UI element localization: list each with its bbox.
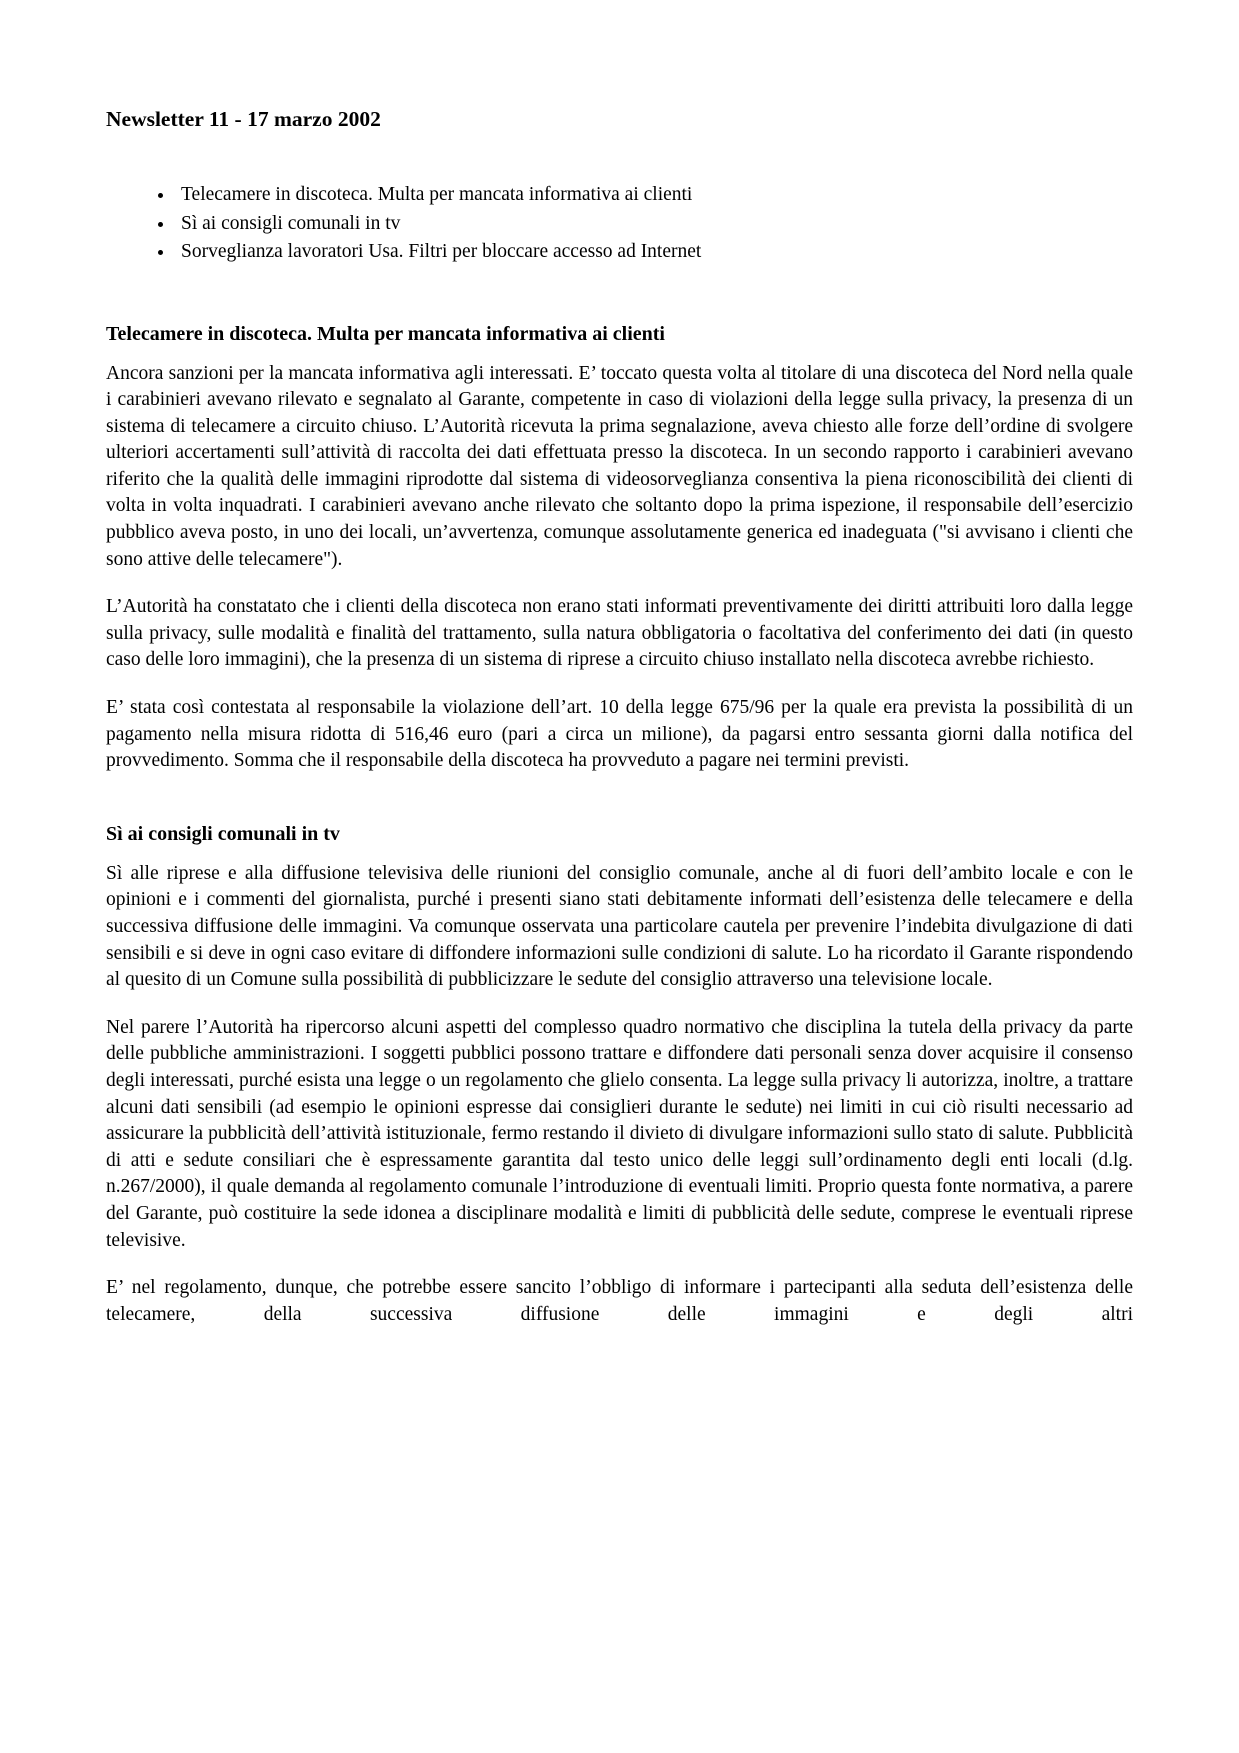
section-consigli [106,821,1133,1329]
section-telecamere [106,321,1133,775]
paragraph: Ancora sanzioni per la mancata informativa agli interessati. E’ toccato questa volta al titolare di una discoteca del Nord nella quale i carabinieri avevano rilevato e segnalato al Garante, competente in caso di violazioni della legge sulla privacy, la presenza di un sistema di telecamere a circuito chiuso. L’Autorità ricevuta la prima segnalazione, aveva chiesto alle forze dell’ordine di svolgere ulteriori accertamenti sull’attività di raccolta dei dati effettuata presso la discoteca. In un secondo rapporto i carabinieri avevano riferito che la qualità delle immagini riprodotte dal sistema di videosorveglianza consentiva la piena riconoscibilità dei clienti di volta in volta inquadrati. I carabinieri avevano anche rilevato che soltanto dopo la prima ispezione, il responsabile dell’esercizio pubblico aveva posto, in uno dei locali, un’avvertenza, comunque assolutamente generica ed inadeguata ("si avvisano i clienti che sono attive delle telecamere"). [106,362,1133,570]
section-heading-consigli: Sì ai consigli comunali in tv [106,822,340,845]
toc-item-consigli: • Sì ai consigli comunali in tv [175,210,1133,239]
paragraph: L’Autorità ha constatato che i clienti della discoteca non erano stati informati preventivamente dei diritti attribuiti loro dalla legge sulla privacy, sulle modalità e finalità del trattamento, sulla natura obbligatoria o facoltativa del conferimento dei dati (in questo caso delle loro immagini), che la presenza di un sistema di riprese a circuito chiuso installato nella discoteca avrebbe richiesto. [106,596,1133,671]
newsletter-title: Newsletter 11 - 17 marzo 2002 [106,107,381,131]
toc-item-sorveglianza: • Sorveglianza lavoratori Usa. Filtri per bloccare accesso ad Internet [175,238,1133,267]
toc-list [106,181,1133,267]
toc-item-telecamere: • Telecamere in discoteca. Multa per mancata informativa ai clienti [175,181,1133,210]
paragraph: Nel parere l’Autorità ha ripercorso alcuni aspetti del complesso quadro normativo che disciplina la tutela della privacy da parte delle pubbliche amministrazioni. I soggetti pubblici possono trattare e diffondere dati personali senza dover acquisire il consenso degli interessati, purché esista una legge o un regolamento che glielo consenta. La legge sulla privacy li autorizza, inoltre, a trattare alcuni dati sensibili (ad esempio le opinioni espresse dai consiglieri durante le sedute) nei limiti in cui ciò risulti necessario ad assicurare la pubblicità dell’attività istituzionale, fermo restando il divieto di divulgare informazioni sullo stato di salute. Pubblicità di atti e sedute consiliari che è espressamente garantita dal testo unico delle leggi sull’ordinamento degli enti locali (d.lg. n.267/2000), il quale demanda al regolamento comunale l’introduzione di eventuali limiti. Proprio questa fonte normativa, a parere del Garante, può costituire la sede idonea a disciplinare modalità e limiti di pubblicità delle sedute, comprese le eventuali riprese televisive. [106,1016,1133,1251]
paragraph: E’ stata così contestata al responsabile la violazione dell’art. 10 della legge 675/96 per la quale era prevista la possibilità di un pagamento nella misura ridotta di 516,46 euro (pari a circa un milione), da pagarsi entro sessanta giorni dalla notifica del provvedimento. Somma che il responsabile della discoteca ha provveduto a pagare nei termini previsti. [106,697,1133,772]
paragraph: E’ nel regolamento, dunque, che potrebbe essere sancito l’obbligo di informare i partecipanti alla seduta dell’esistenza delle telecamere, della successiva diffusione delle immagini e degli altri [106,1277,1133,1325]
paragraph: Sì alle riprese e alla diffusione televisiva delle riunioni del consiglio comunale, anche al di fuori dell’ambito locale e con le opinioni e i commenti del giornalista, purché i presenti siano stati debitamente informati dell’esistenza delle telecamere e della successiva diffusione delle immagini. Va comunque osservata una particolare cautela per prevenire l’indebita divulgazione di dati sensibili e si deve in ogni caso evitare di diffondere informazioni sulle condizioni di salute. Lo ha ricordato il Garante rispondendo al quesito di un Comune sulla possibilità di pubblicizzare le sedute del consiglio attraverso una televisione locale. [106,862,1133,991]
section-heading-telecamere: Telecamere in discoteca. Multa per mancata informativa ai clienti [106,322,665,345]
